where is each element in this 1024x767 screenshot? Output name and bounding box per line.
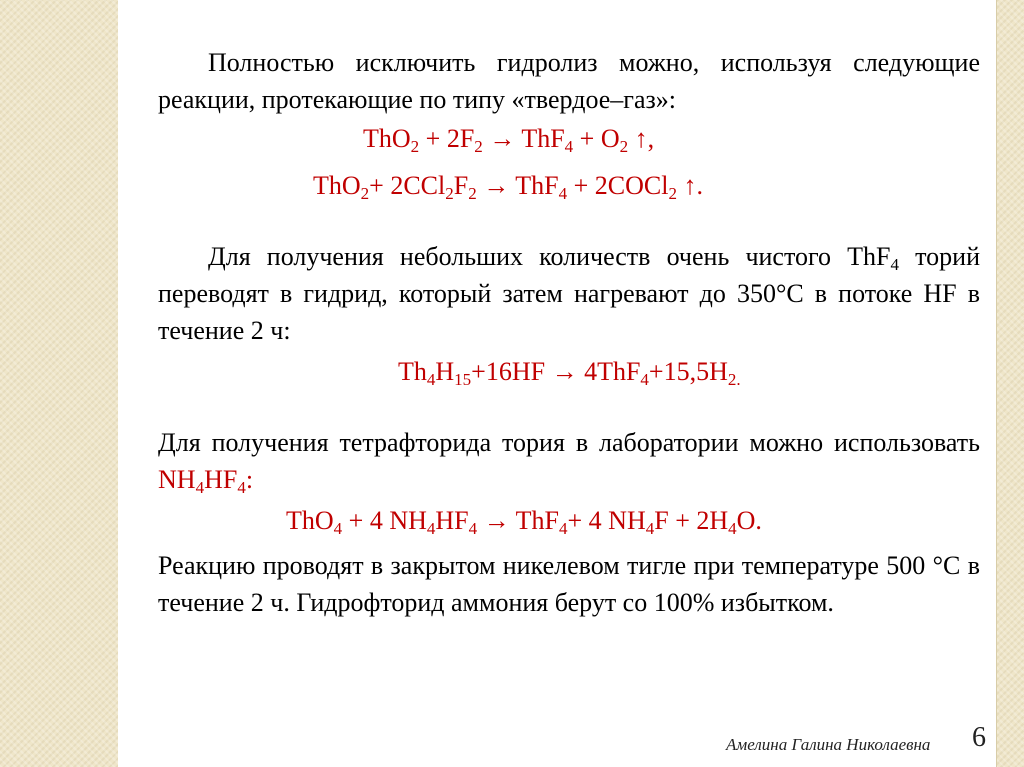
- slide-content: [158, 44, 980, 621]
- paragraph-conditions: Реакцию проводят в закрытом никелевом тигле при температуре 500 °С в течение 2 ч. Гидрофторид аммония берут со 100% избытком.: [158, 551, 980, 617]
- nh4hf4-formula: $NH_4HF_4$:: [158, 465, 254, 497]
- equation-4: ThO$_4$ + 4 $NH_4HF_4 \to ThF_4+ 4$ $NH_4F + 2H_4O$.: [286, 506, 762, 538]
- equation-2: $ThO_2+ 2CCl_2F_2 \to ThF_4$ + 2COCl$_2$ ↑.: [313, 171, 703, 203]
- author-name: Амелина Галина Николаевна: [726, 735, 931, 754]
- paragraph-laboratory: Для получения тетрафторида тория в лаборатории можно использовать $NH_4HF_4$:: [158, 428, 980, 497]
- left-decorative-band: [0, 0, 118, 767]
- equation-1: $ThO_2 + 2F_2 \to ThF_4 + O_2$ ↑,: [363, 124, 655, 156]
- right-decorative-band: [996, 0, 1024, 767]
- paragraph-pure-thf4: Для получения небольших количеств очень чистого ThF$_4$ торий переводят в гидрид, который затем нагревают до 350°С в потоке HF в течение 2 ч:: [158, 242, 980, 345]
- page-number: 6: [972, 722, 986, 753]
- equation-3: $Th_4H_{15}+16HF \to 4ThF_4+15,5H_{2.}$: [398, 357, 741, 389]
- paragraph-hydrolysis: Полностью исключить гидролиз можно, используя следующие реакции, протекающие по типу «твердое–газ»:: [158, 48, 980, 114]
